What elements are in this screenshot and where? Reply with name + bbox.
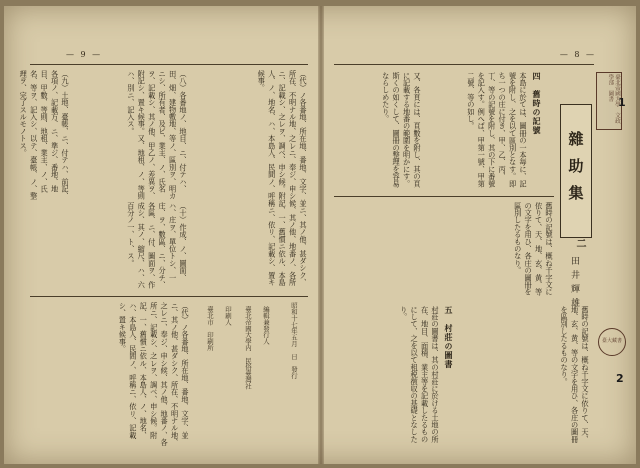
header-rule-left bbox=[30, 64, 308, 65]
colophon-rule-left bbox=[30, 296, 308, 297]
margin-mark-1: 1 bbox=[618, 96, 626, 109]
section-4-text-a: 本島に於ては、圖冊の一本毎に、記號を附し、之を以て區別となす。即ち一つの庄に付き、甲、乙、丙、丁、等の記號を附し、其の下に番號を記入す。例へば、甲第一號、甲第二號、等の如し。 bbox=[466, 72, 528, 188]
colophon-text-a: 昭和十七年五月 日 發行 bbox=[290, 302, 298, 379]
round-library-stamp: 臺大藏書 bbox=[598, 328, 626, 356]
right-page bbox=[324, 6, 636, 464]
section-5-text-b: 舊時の記號は、概ね千字文に依りて、天、地、玄、黄、等の文字を用ひ、各庄の圖冊を區別したるものなり。 bbox=[560, 306, 590, 443]
section-heading-4: 四 舊時の記號 bbox=[532, 72, 542, 135]
colophon-text-d: 印刷人 bbox=[224, 306, 232, 326]
series-number: 二 bbox=[574, 238, 585, 249]
colophon-text-e: 臺北市 印刷所 bbox=[206, 306, 214, 351]
text-column-footer: （代）ノ各番地、所在地、番地、文字、並ニ、其ノ他、甚ダシク、所在、不明ナル地、之レニ、奉ジ、申シ候、其ノ他、地番ノ、各所ニ、記載シ、之レヲ、調ベ、申シ候。附記、一、舊慣ニ依ル、本島人、ノ、地名、ハ、本島人、民間ノ、呼稱ニ、依リ、記載シ、置キ候事。 bbox=[118, 302, 190, 446]
text-column-d: （十）作成、ノ、圖面、ハ、庄ヲ、單位トシ、一庄、ヲ、數區、ニ、分チ、各區、ニ、付、圖面ヲ、作成シ、其ノ、縮尺、ハ、六百分ノ一、ト、ス。 bbox=[126, 202, 188, 289]
colophon-text-c: 臺北帝國大學内 民俗臺灣社 bbox=[244, 306, 252, 390]
library-stamp: 臺北帝國大學 文政學部 圖書 bbox=[596, 72, 622, 130]
text-column-c: （九）土地、臺帳、ニ、付テハ、前記、各項ノ、記載方、ニ、準ジ、番地、地目、甲數、等則、地租、業主、ノ、氏名、等ヲ、記入シ、以テ、臺帳、ノ、整理ヲ、完了スルモノトス。 bbox=[19, 70, 70, 200]
header-rule-right bbox=[334, 64, 594, 65]
section-4-text-b: 又、各頁には、頁數を附し、其の頁に記載する地番の範圍を明かにす。斯くの如くして、圖冊の整理を容易ならしめたり。 bbox=[381, 72, 422, 188]
text-column-b: （八）各番地ノ、地目、ニ、付テハ、田、畑、建物敷地、等ノ、區別ヲ、明カニシ、所有者、及ビ、業主、ノ、氏名ヲ、記載シ、其ノ他、甲乙ノ、差異ヲ、附記シ、置キ候事。又、地租、ノ、等則ハ、別ニ、記入ス。 bbox=[126, 70, 188, 200]
text-column-a: （代）ノ各番地、所在地、番地、文字、並ニ、其ノ他、甚ダシク、所在、不明ナル地、之レニ、奉ジ、申シ候、其ノ他、地番ノ、各所ニ、記載シ、之レヲ、調ベ、申シ候。附記、一、舊慣ニ依ル、本島人、ノ、地名、ハ、本島人、民間ノ、呼稱ニ、依リ、記載シ、置キ候事。 bbox=[257, 70, 308, 286]
series-title-box bbox=[560, 104, 592, 238]
middle-rule-right bbox=[334, 196, 554, 197]
page-number-left: — 9 — bbox=[66, 50, 103, 59]
section-4-text-c: 舊時の記號は、概ね千字文に依りて、天、地、玄、黄、等の文字を用ひ、各庄の圖冊を區別したるものなり。 bbox=[513, 202, 554, 296]
series-title: 雜助集 bbox=[566, 130, 585, 212]
left-page bbox=[4, 6, 318, 464]
author-name: 田井輝雄 bbox=[569, 256, 579, 312]
section-heading-5: 五 村莊の圖書 bbox=[444, 306, 454, 369]
book-spread bbox=[4, 6, 636, 464]
section-5-text: 村莊の圖書は、其の村莊に於ける土地の所在、地目、面積、業主等を記載したるものにして、之を以て租税徴収の基礎となしたり。 bbox=[399, 306, 440, 443]
colophon-text-b: 編輯兼發行人 bbox=[262, 306, 270, 345]
page-number-right: — 8 — bbox=[559, 50, 596, 59]
margin-mark-2: 2 bbox=[616, 372, 624, 385]
